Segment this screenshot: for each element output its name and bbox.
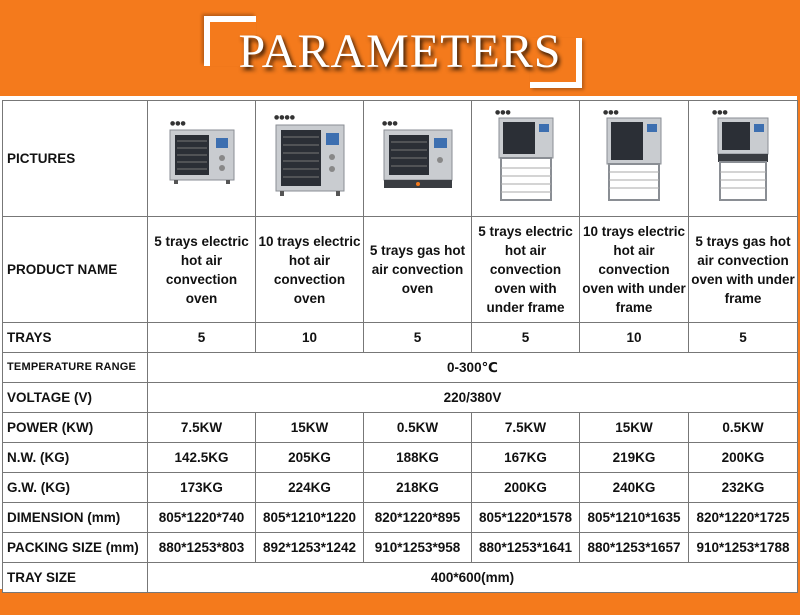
svg-text:●●●●: ●●●●	[273, 114, 295, 121]
packing-size-row	[3, 533, 798, 563]
oven-with-stand-icon	[708, 106, 778, 206]
picture-cell-5	[580, 101, 689, 217]
trays-cell: 10	[256, 323, 364, 353]
net-weight-label: N.W. (KG)	[3, 443, 148, 473]
packing-size-cell: 910*1253*958	[364, 533, 472, 563]
dimension-cell: 805*1220*740	[148, 503, 256, 533]
dimension-cell: 820*1220*1725	[689, 503, 798, 533]
picture-cell-6	[689, 101, 798, 217]
picture-cell-3	[364, 101, 472, 217]
picture-cell-4	[472, 101, 580, 217]
gross-weight-cell: 200KG	[472, 473, 580, 503]
power-label: POWER (KW)	[3, 413, 148, 443]
temperature-range-value: 0-300℃	[148, 353, 798, 383]
trays-cell: 10	[580, 323, 689, 353]
power-cell: 7.5KW	[148, 413, 256, 443]
oven-with-stand-icon	[491, 106, 561, 206]
packing-size-cell: 880*1253*1657	[580, 533, 689, 563]
packing-size-cell: 910*1253*1788	[689, 533, 798, 563]
trays-cell: 5	[364, 323, 472, 353]
gross-weight-cell: 240KG	[580, 473, 689, 503]
dimension-row	[3, 503, 798, 533]
picture-cell-1	[148, 101, 256, 217]
gross-weight-cell: 232KG	[689, 473, 798, 503]
product-name-cell: 10 trays electric hot air convection oven	[256, 217, 364, 323]
power-cell: 7.5KW	[472, 413, 580, 443]
power-row	[3, 413, 798, 443]
gas-oven-icon	[378, 116, 458, 196]
page-title: PARAMETERS	[238, 25, 562, 78]
voltage-label: VOLTAGE (V)	[3, 383, 148, 413]
pictures-label: PICTURES	[3, 101, 148, 217]
packing-size-cell: 892*1253*1242	[256, 533, 364, 563]
svg-text:●●●: ●●●	[494, 109, 511, 116]
gross-weight-row	[3, 473, 798, 503]
gross-weight-label: G.W. (KG)	[3, 473, 148, 503]
voltage-row	[3, 383, 798, 413]
dimension-cell: 805*1220*1578	[472, 503, 580, 533]
trays-cell: 5	[472, 323, 580, 353]
product-name-cell: 5 trays gas hot air convection oven	[364, 217, 472, 323]
temperature-range-row	[3, 353, 798, 383]
product-name-cell: 10 trays electric hot air convection oven with under frame	[580, 217, 689, 323]
product-name-cell: 5 trays gas hot air convection oven with under frame	[689, 217, 798, 323]
product-name-cell: 5 trays electric hot air convection oven with under frame	[472, 217, 580, 323]
gross-weight-cell: 218KG	[364, 473, 472, 503]
gross-weight-cell: 173KG	[148, 473, 256, 503]
pictures-row	[3, 101, 798, 217]
net-weight-cell: 188KG	[364, 443, 472, 473]
tray-size-value: 400*600(mm)	[148, 563, 798, 593]
packing-size-cell: 880*1253*1641	[472, 533, 580, 563]
trays-cell: 5	[689, 323, 798, 353]
product-name-cell: 5 trays electric hot air convection oven	[148, 217, 256, 323]
oven-with-stand-icon	[599, 106, 669, 206]
svg-text:●●●: ●●●	[381, 120, 398, 127]
dimension-cell: 805*1210*1220	[256, 503, 364, 533]
net-weight-cell: 219KG	[580, 443, 689, 473]
power-cell: 0.5KW	[689, 413, 798, 443]
net-weight-cell: 142.5KG	[148, 443, 256, 473]
picture-cell-2	[256, 101, 364, 217]
product-name-row	[3, 217, 798, 323]
trays-cell: 5	[148, 323, 256, 353]
tray-size-label: TRAY SIZE	[3, 563, 148, 593]
oven-5-tray-icon	[166, 116, 238, 196]
svg-text:●●●: ●●●	[169, 120, 186, 127]
power-cell: 0.5KW	[364, 413, 472, 443]
dimension-label: DIMENSION (mm)	[3, 503, 148, 533]
packing-size-cell: 880*1253*803	[148, 533, 256, 563]
trays-row	[3, 323, 798, 353]
trays-label: TRAYS	[3, 323, 148, 353]
net-weight-cell: 167KG	[472, 443, 580, 473]
svg-text:●●●: ●●●	[603, 109, 619, 116]
oven-10-tray-icon	[270, 111, 350, 201]
gross-weight-cell: 224KG	[256, 473, 364, 503]
net-weight-cell: 205KG	[256, 443, 364, 473]
dimension-cell: 820*1220*895	[364, 503, 472, 533]
net-weight-row	[3, 443, 798, 473]
power-cell: 15KW	[580, 413, 689, 443]
header-banner	[0, 0, 800, 96]
product-name-label: PRODUCT NAME	[3, 217, 148, 323]
svg-text:●●●: ●●●	[712, 109, 728, 116]
parameters-table	[2, 100, 798, 593]
dimension-cell: 805*1210*1635	[580, 503, 689, 533]
temperature-range-label: TEMPERATURE RANGE	[3, 353, 148, 383]
net-weight-cell: 200KG	[689, 443, 798, 473]
packing-size-label: PACKING SIZE (mm)	[3, 533, 148, 563]
power-cell: 15KW	[256, 413, 364, 443]
voltage-value: 220/380V	[148, 383, 798, 413]
tray-size-row	[3, 563, 798, 593]
